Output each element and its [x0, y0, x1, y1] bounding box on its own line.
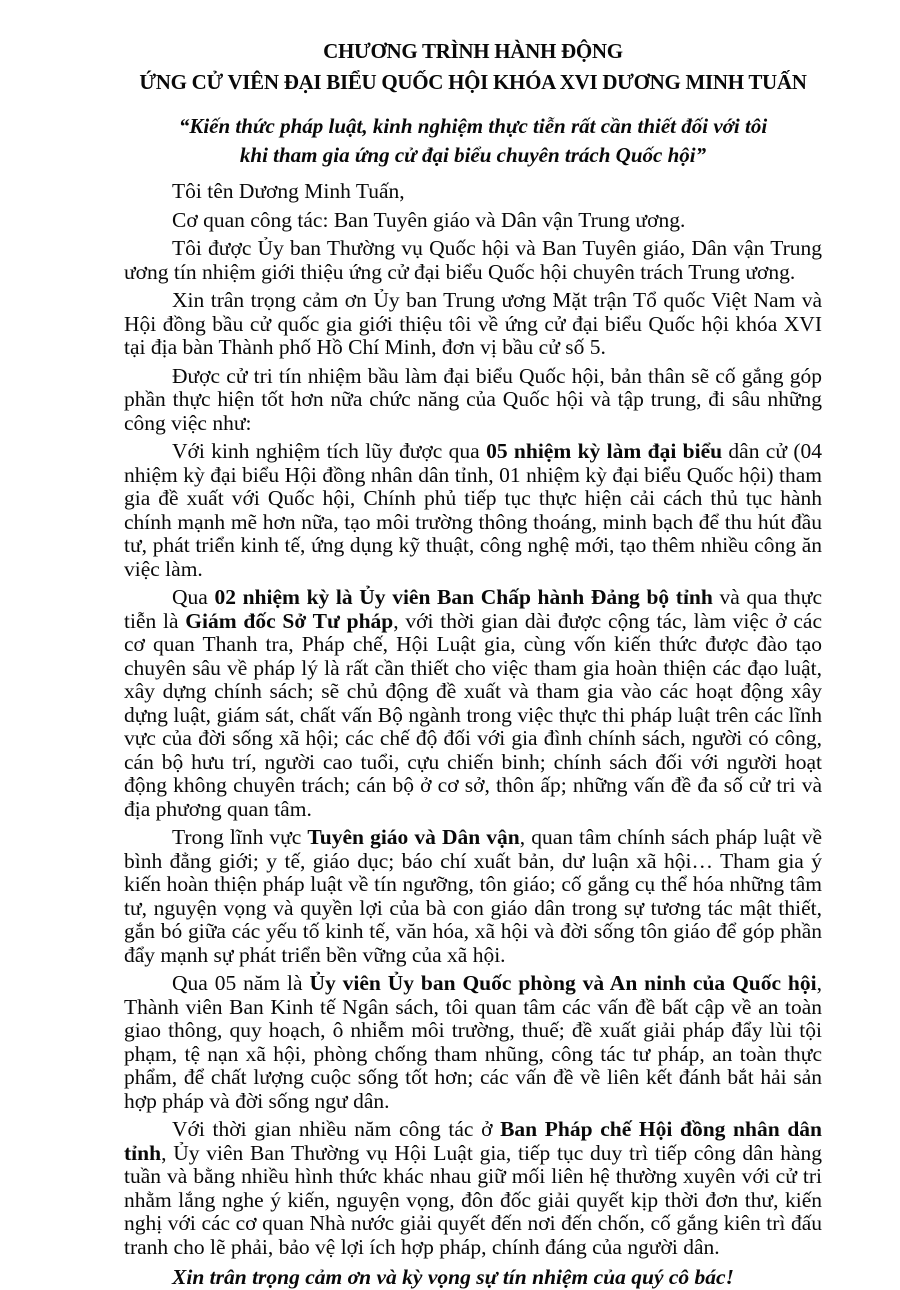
paragraph — [124, 586, 822, 821]
paragraph — [124, 237, 822, 284]
paragraph — [124, 180, 822, 204]
text-run: , quan tâm chính sách pháp luật về bình đẳng giới; y tế, giáo dục; báo chí xuất bản, dư luận xã hội… Tham gia ý kiến hoàn thiện pháp luật về tín ngưỡng, tôn giáo; cố gắng cụ thể hóa những tâm tư, nguyện vọng và quyền lợi của bà con giáo dân trong sự tương tác mật thiết, gắn bó giữa các yếu tố kinh tế, văn hóa, xã hội và đời sống tôn giáo để góp phần đẩy mạnh sự phát triển bền vững của xã hội. — [124, 825, 822, 967]
paragraph — [124, 289, 822, 360]
text-run: Ban Pháp chế Hội đồng nhân dân tỉnh — [124, 1117, 822, 1165]
paragraph — [124, 826, 822, 967]
text-run: Với thời gian nhiều năm công tác ở — [172, 1117, 501, 1141]
title-line-1: CHƯƠNG TRÌNH HÀNH ĐỘNG — [323, 39, 623, 63]
document-body — [124, 180, 822, 1259]
text-run: 05 nhiệm kỳ làm đại biểu — [486, 439, 723, 463]
text-run: Qua 05 năm là — [172, 971, 310, 995]
paragraph — [124, 440, 822, 581]
text-run: , Thành viên Ban Kinh tế Ngân sách, tôi quan tâm các vấn đề bất cập về an toàn giao thông, quy hoạch, ô nhiễm môi trường, thuế; đề xuất giải pháp đẩy lùi tội phạm, tệ nạn xã hội, phòng chống tham nhũng, công tác tư pháp, an toàn thực phẩm, để chất lượng cuộc sống tốt hơn; các vấn đề về liên kết đánh bắt hải sản hợp pháp và đời sống ngư dân. — [124, 971, 822, 1113]
text-run: Trong lĩnh vực — [172, 825, 308, 849]
text-run: Ủy viên Ủy ban Quốc phòng và An ninh của Quốc hội — [309, 971, 817, 995]
closing-line: Xin trân trọng cảm ơn và kỳ vọng sự tín nhiệm của quý cô bác! — [172, 1265, 734, 1289]
title-line-2: ỨNG CỬ VIÊN ĐẠI BIỂU QUỐC HỘI KHÓA XVI DƯƠNG MINH TUẤN — [139, 70, 807, 94]
text-run: Tôi tên Dương Minh Tuấn, — [172, 179, 405, 203]
text-run: Với kinh nghiệm tích lũy được qua — [172, 439, 487, 463]
text-run: Tôi được Ủy ban Thường vụ Quốc hội và Ban Tuyên giáo, Dân vận Trung ương tín nhiệm giới thiệu ứng cử đại biểu Quốc hội chuyên trách Trung ương. — [124, 236, 822, 284]
paragraph — [124, 1118, 822, 1259]
text-run: dân cử (04 nhiệm kỳ đại biểu Hội đồng nhân dân tỉnh, 01 nhiệm kỳ đại biểu Quốc hội) tham gia đề xuất với Quốc hội, Chính phủ tiếp tục thực hiện cải cách thủ tục hành chính mạnh mẽ hơn nữa, tạo môi trường thông thoáng, minh bạch để thu hút đầu tư, phát triển kinh tế, ứng dụng kỹ thuật, công nghệ mới, tạo thêm nhiều công ăn việc làm. — [124, 439, 823, 581]
epigraph-quote — [124, 112, 822, 170]
text-run: 02 nhiệm kỳ là Ủy viên Ban Chấp hành Đảng bộ tỉnh — [214, 585, 713, 609]
paragraph — [124, 365, 822, 436]
text-run: Cơ quan công tác: Ban Tuyên giáo và Dân vận Trung ương. — [172, 207, 686, 232]
quote-line-2: khi tham gia ứng cử đại biểu chuyên trách Quốc hội” — [239, 143, 707, 167]
text-run: và qua thực tiễn là — [124, 585, 823, 633]
text-run: Giám đốc Sở Tư pháp — [185, 608, 394, 633]
text-run: Được cử tri tín nhiệm bầu làm đại biểu Quốc hội, bản thân sẽ cố gắng góp phần thực hiện tốt hơn nữa chức năng của Quốc hội và tập trung, đi sâu những công việc như: — [124, 363, 822, 435]
text-run: Tuyên giáo và Dân vận — [307, 825, 520, 849]
document-title — [124, 36, 822, 98]
text-run: , Ủy viên Ban Thường vụ Hội Luật gia, tiếp tục duy trì tiếp công dân hàng tuần và bằng nhiều hình thức khác nhau giữ mối liên hệ thường xuyên với cử tri nhằm lắng nghe ý kiến, nguyện vọng, đôn đốc giải quyết kịp thời đơn thư, kiến nghị với các cơ quan Nhà nước giải quyết đến nơi đến chốn, cố gắng kiên trì đấu tranh cho lẽ phải, bảo vệ lợi ích hợp pháp, chính đáng của người dân. — [124, 1140, 822, 1259]
text-run: Xin trân trọng cảm ơn Ủy ban Trung ương Mặt trận Tổ quốc Việt Nam và Hội đồng bầu cử quốc gia giới thiệu tôi về ứng cử đại biểu Quốc hội khóa XVI tại địa bàn Thành phố Hồ Chí Minh, đơn vị bầu cử số 5. — [124, 288, 822, 359]
paragraph — [124, 209, 822, 233]
quote-line-1: “Kiến thức pháp luật, kinh nghiệm thực tiễn rất cần thiết đối với tôi — [178, 114, 768, 138]
paragraph — [124, 972, 822, 1113]
text-run: , với thời gian dài được cộng tác, làm việc ở các cơ quan Thanh tra, Pháp chế, Hội Luật gia, cùng vốn kiến thức được đào tạo chuyên sâu về pháp lý là rất cần thiết cho việc tham gia hoàn thiện các đạo luật, xây dựng chính sách; sẽ chủ động đề xuất và tham gia vào các hoạt động xây dựng luật, giám sát, chất vấn Bộ ngành trong việc thực thi pháp luật trên các lĩnh vực của đời sống xã hội; các chế độ đối với gia đình chính sách, người có công, cán bộ hưu trí, người cao tuổi, cựu chiến binh; chính sách đối với người hoạt động không chuyên trách; cán bộ ở cơ sở, thôn ấp; những vấn đề đa số cử tri và địa phương quan tâm. — [124, 608, 823, 821]
text-run: Qua — [172, 585, 215, 609]
